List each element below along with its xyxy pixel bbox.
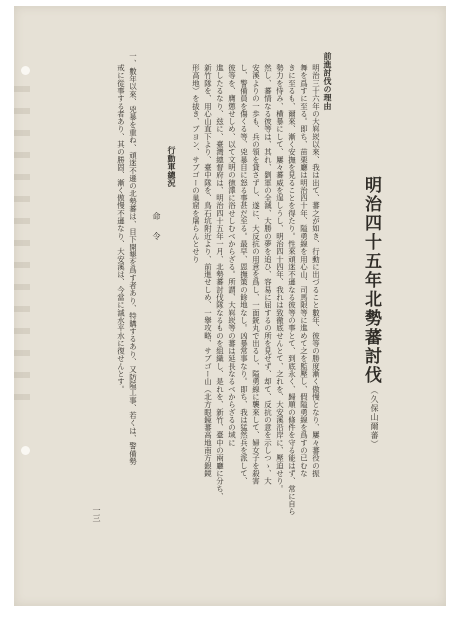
document-page [14, 6, 446, 606]
text-column: 形高地）を拔き、ブヨン、サブゴーの巢窟を屠らんとせり [191, 64, 201, 263]
text-column: 彼等を、膺懲せしめ、以て文明の徳澤に浴せしむべからざる。所謂、大嵙崁等の蕃は延長なるべからざるの域に [227, 64, 237, 447]
text-column: 勢力を恃み、横暴にして、屢々蕃威を逞しうし、明治四十四年、我れは致徹底せんとて、之れを、大安溪沿岸に、壓迫せり。 [275, 64, 285, 493]
text-column: 戒に從事する者あり、其の勝固、漸く傲慢不遜なり、大安溪は、今當に滅水平水に復せんとす。 [116, 64, 126, 393]
author-name: （久保山爾蕃） [370, 386, 379, 449]
subsection-heading: 行動軍總況 [167, 146, 177, 188]
text-column: きに至るも、爾來、漸く安撫を見ることを得たり。性來頑迷不遜なる彼等の事とて、到底永く、歸順の條件を守る能はず、常に自ら [287, 64, 297, 516]
text-column: 舞を爲すに至る。即ち、苗栗廳は明治四十年、隘勇線を用心山、司馬限等に進めて之を監壓し、假隘勇線を爲すの已むな [299, 64, 309, 478]
page-number: 一三 [92, 506, 101, 522]
binding-edge [14, 86, 30, 416]
punch-hole-bottom [21, 446, 30, 455]
article-title: 明治四十五年北勢蕃討伐 [361, 176, 381, 385]
section-heading: 前進討伐の理由 [323, 52, 333, 111]
text-column: 明治三十六年の大嵙崁以來、我は出て、蕃之が如き、行動に出づること數年、彼等の勝度漸く傲慢となり、屢々蕃役の振 [311, 64, 321, 478]
punch-hole-top [21, 66, 30, 75]
text-column: 一、數年以來、兇暴を重ね、頑迷不遜の北勢蕃は、目下開墾を爲す者あり、特購するあり、又防隘工事、若くは、警備勢 [128, 52, 138, 466]
text-column: し、警備員を傷くる等、兇暴目に怒る事甚だ至る。最早、恩撫策の餘地なし。凶暴常事なり。即ち、我は猛然兵を派して、 [239, 64, 249, 485]
text-column: 然し、蕃情なる彼等は、其れ、劉軍の全滅、大勝の夢を追ひ、容易に屈するの所を見せず、却て、反抗の意を示しつゝ、大 [263, 64, 273, 485]
text-column: 新竹隊を、用心山直下より、臺中隊を、鳥石坑附近より、前進せしめ、一擧攻略、サブゴー山（北方眼鏡蕃高地南方銀鏡 [203, 64, 213, 478]
order-heading: 命 令 [152, 212, 161, 242]
text-column: 進したるなり、玆に、臺灣總督府は、明治四十五年一月、北勢蕃討伐隊なるものを組織し、是れを、新竹、臺中の兩廳に分ち、 [215, 64, 225, 501]
text-column: 安溪よりの一歩も、兵の領を貸さずし、遂に、大反抗の用意を爲し、一面銃丸で出るし、隘勇線に襲來して、婦女子を殺害 [251, 64, 261, 485]
